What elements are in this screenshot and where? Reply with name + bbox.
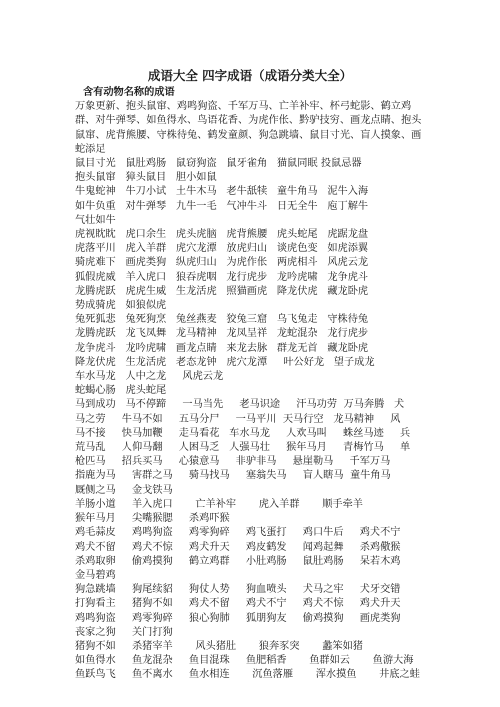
text-line: 马不接 快马加鞭 走马看花 车水马龙 人欢马叫 蛛丝马迹 兵 [75,427,411,439]
idiom-text-block [75,100,435,682]
text-line: 气壮如牛 [75,214,116,226]
text-line: 马之劳 牛马不如 五马分尸 一马平川 天马行空 龙马精神 风 [75,413,401,425]
text-line: 牛鬼蛇神 牛刀小试 土牛木马 老牛舐犊 童牛角马 泥牛入海 [75,186,369,198]
text-line: 龙腾虎跃 虎虎生威 生龙活虎 照猫画虎 降龙伏虎 藏龙卧虎 [75,285,369,297]
text-line: 龙争虎斗 龙吟虎啸 画龙点睛 来龙去脉 群龙无首 藏龙卧虎 [75,342,369,354]
text-line: 狗急跳墙 狗尾续貂 狗仗人势 狗血喷头 犬马之牢 犬牙交错 [75,584,401,596]
text-line: 车水马龙 人中之龙 风虎云龙 [75,371,224,383]
text-line: 降龙伏虎 生龙活虎 老态龙钟 虎穴龙潭 叶公好龙 望子成龙 [75,356,375,368]
text-line: 打狗看主 猪狗不如 鸡犬不留 鸡犬不宁 鸡犬不惊 鸡犬升天 [75,598,401,610]
text-line: 羊肠小道 羊入虎口 亡羊补牢 虎入羊群 顺手牵羊 [75,498,363,510]
text-line: 龙腾虎跃 龙飞凤舞 龙马精神 龙凤呈祥 龙蛇混杂 龙行虎步 [75,328,369,340]
text-line: 如牛负重 对牛弹琴 九牛一毛 气冲牛斗 日无全牛 庖丁解牛 [75,200,369,212]
text-line: 猪狗不如 杀猪宰羊 风头猪肚 狼奔豕突 蠡笨如猪 [75,640,363,652]
text-line: 群、对牛弹琴、如鱼得水、鸟语花香、为虎作伥、黔驴技穷、画龙点睛、抱头 [75,115,422,127]
text-line: 马到成功 马不停蹄 一马当先 老马识途 汗马功劳 万马奔腾 犬 [75,399,405,411]
section-heading: 含有动物名称的成语 [83,87,175,98]
text-line: 如鱼得水 鱼龙混杂 鱼目混珠 鱼肥稻香 鱼群如云 鱼游大海 [75,655,414,667]
text-line: 杀鸡取卵 偷鸡摸狗 鹤立鸡群 小肚鸡肠 鼠肚鸡肠 呆若木鸡 [75,555,401,567]
text-line: 蛇蝎心肠 虎头蛇尾 [75,385,167,397]
text-line: 猴年马月 尖嘴猴腮 杀鸡吓猴 [75,513,230,525]
text-line: 虎视眈眈 虎口余生 虎头虎脑 虎背熊腰 虎头蛇尾 虎踞龙盘 [75,229,369,241]
text-line: 厩侧之马 金戈铁马 [75,484,173,496]
text-line: 虎落平川 虎入羊群 虎穴龙潭 放虎归山 谈虎色变 如虎添翼 [75,243,369,255]
text-line: 鼠窜、虎背熊腰、守株待兔、鹤发童颜、狗急跳墙、鼠目寸光、盲人摸象、画 [75,129,422,141]
text-line: 鸡鸣狗盗 鸡零狗碎 狼心狗肺 狐朋狗友 偷鸡摸狗 画虎类狗 [75,612,401,624]
text-line: 抱头鼠窜 獐头鼠目 胆小如鼠 [75,172,217,184]
text-line: 狐假虎威 羊入虎口 狼吞虎咽 龙行虎步 龙吟虎啸 龙争虎斗 [75,271,369,283]
text-line: 荒马乱 人仰马翻 人困马乏 人强马壮 猴年马月 青梅竹马 单 [75,442,411,454]
text-line: 鸡毛蒜皮 鸡鸣狗盗 鸡零狗碎 鸡飞蛋打 鸡口牛后 鸡犬不宁 [75,527,401,539]
text-line: 骑虎难下 画虎类狗 纵虎归山 为虎作伥 两虎相斗 风虎云龙 [75,257,369,269]
text-line: 鱼跃鸟飞 鱼不离水 鱼水相连 沉鱼落雁 浑水摸鱼 井底之蛙 [75,669,420,681]
text-line: 金马碧鸡 [75,569,116,581]
text-line: 指鹿为马 害群之马 骑马找马 塞翁失马 盲人瞎马 童牛角马 [75,470,391,482]
text-line: 万象更新、抱头鼠窜、鸡鸣狗盗、千军万马、亡羊补牢、杯弓蛇影、鹤立鸡 [75,101,412,113]
text-line: 蛇添足 [75,143,106,155]
text-line: 鸡犬不留 鸡犬不惊 鸡犬升天 鸡皮鹤发 闻鸡起舞 杀鸡儆猴 [75,541,401,553]
document-body [75,86,435,683]
text-line: 枪匹马 招兵买马 心猿意马 非驴非马 悬崖勒马 千军万马 [75,456,391,468]
text-line: 兔死狐悲 兔死狗烹 兔丝燕麦 狡兔三窟 乌飞兔走 守株待兔 [75,314,369,326]
text-line: 鼠目寸光 鼠肚鸡肠 鼠窃狗盗 鼠牙雀角 猫鼠同眠 投鼠忌器 [75,158,362,170]
page-title: 成语大全 四字成语（成语分类大全） [147,68,353,83]
text-line: 势成骑虎 如狼似虎 [75,300,167,312]
text-line: 丧家之狗 关门打狗 [75,626,173,638]
